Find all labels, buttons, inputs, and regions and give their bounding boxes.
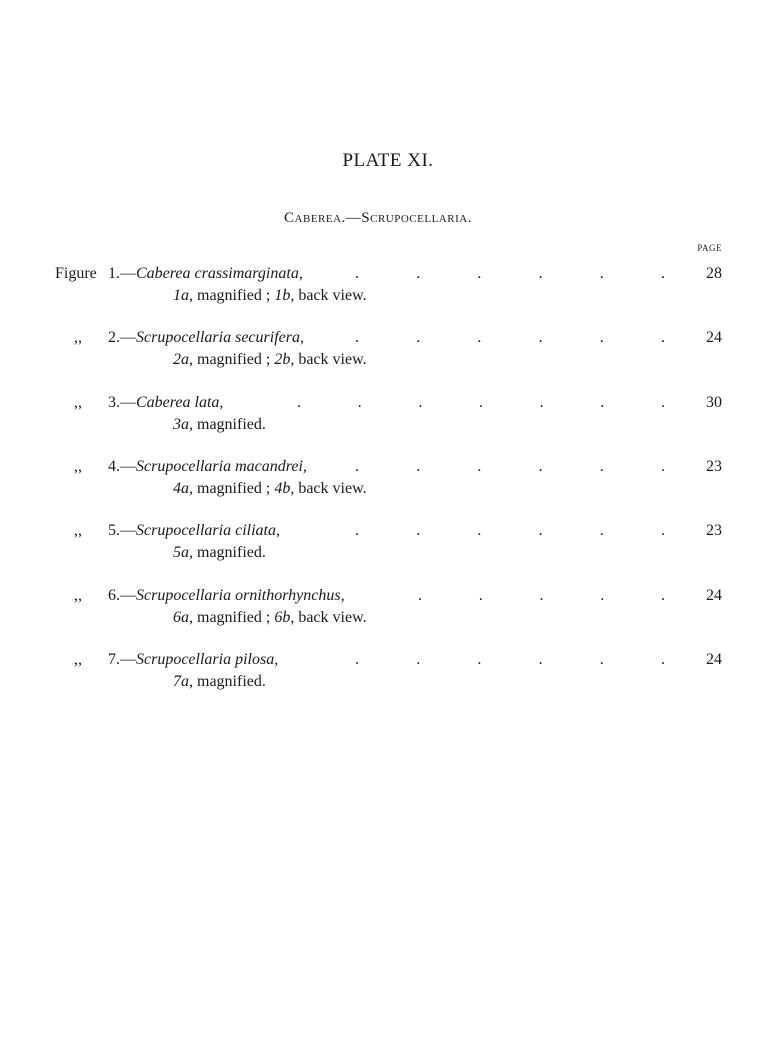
sub-figure-a-text: , magnified ;	[189, 351, 275, 368]
sub-figure-b: 2b	[274, 351, 291, 368]
figure-label	[108, 458, 307, 476]
figure-number: 6.—	[108, 587, 136, 604]
ditto-mark: ,,	[74, 394, 82, 411]
figure-number: 5.—	[108, 522, 136, 539]
figure-subline	[173, 609, 367, 627]
figure-number: 3.—	[108, 394, 136, 411]
leader-dots: . . . . . .	[355, 458, 665, 475]
sub-figure-b: 6b	[274, 609, 291, 626]
sub-figure-b-text: , back view.	[290, 351, 367, 368]
species-name: Scrupocellaria pilosa,	[136, 651, 279, 668]
sub-figure-a: 7a	[173, 673, 189, 690]
species-name: Scrupocellaria ornithorhynchus,	[136, 587, 345, 604]
leader-dots: . . . . .	[418, 587, 665, 604]
figure-number: 1.—	[108, 265, 136, 282]
leader-dots: . . . . . . .	[297, 394, 665, 411]
sub-figure-a-text: , magnified.	[189, 673, 266, 690]
species-name: Caberea lata,	[136, 394, 224, 411]
ditto-mark: ,,	[74, 651, 82, 668]
figure-label	[108, 265, 303, 283]
figure-label	[108, 522, 280, 540]
figure-label	[108, 394, 223, 412]
page-number: 30	[706, 394, 722, 411]
figure-number: 7.—	[108, 651, 136, 668]
sub-figure-a-text: , magnified.	[189, 416, 266, 433]
ditto-mark: ,,	[74, 329, 82, 346]
figure-number: 4.—	[108, 458, 136, 475]
figure-number: 2.—	[108, 329, 136, 346]
sub-figure-a-text: , magnified.	[189, 544, 266, 561]
sub-figure-a: 2a	[173, 351, 189, 368]
sub-figure-b-text: , back view.	[290, 480, 367, 497]
plate-subtitle: Caberea.—Scrupocellaria.	[284, 210, 472, 226]
page-column-header: PAGE	[697, 243, 722, 253]
figure-entry-6	[0, 587, 776, 637]
sub-figure-b-text: , back view.	[290, 287, 367, 304]
sub-figure-a: 3a	[173, 416, 189, 433]
sub-figure-b-text: , back view.	[290, 609, 367, 626]
page-number: 23	[706, 458, 722, 475]
leader-dots: . . . . . .	[355, 265, 665, 282]
sub-figure-a-text: , magnified ;	[189, 480, 275, 497]
plate-title: PLATE XI.	[342, 150, 434, 171]
figure-label	[108, 587, 345, 605]
figure-entry-3	[0, 394, 776, 444]
page-number: 23	[706, 522, 722, 539]
figure-entry-5	[0, 522, 776, 572]
sub-figure-a: 6a	[173, 609, 189, 626]
leader-dots: . . . . . .	[355, 651, 665, 668]
figure-prefix: Figure	[55, 265, 97, 282]
figure-entry-2	[0, 329, 776, 379]
species-name: Caberea crassimarginata,	[136, 265, 303, 282]
species-name: Scrupocellaria securifera,	[136, 329, 304, 346]
species-name: Scrupocellaria ciliata,	[136, 522, 280, 539]
figure-subline	[173, 544, 266, 562]
figure-subline	[173, 351, 367, 369]
figure-subline	[173, 287, 367, 305]
species-name: Scrupocellaria macandrei,	[136, 458, 307, 475]
figure-label	[108, 329, 304, 347]
page-number: 24	[706, 587, 722, 604]
sub-figure-a: 5a	[173, 544, 189, 561]
sub-figure-a-text: , magnified ;	[189, 609, 275, 626]
sub-figure-a-text: , magnified ;	[189, 287, 275, 304]
figure-entry-1	[0, 265, 776, 315]
sub-figure-a: 4a	[173, 480, 189, 497]
sub-figure-b: 4b	[274, 480, 291, 497]
page-number: 28	[706, 265, 722, 282]
figure-subline	[173, 416, 266, 434]
figure-entry-4	[0, 458, 776, 508]
page-number: 24	[706, 651, 722, 668]
leader-dots: . . . . . .	[355, 329, 665, 346]
figure-subline	[173, 673, 266, 691]
sub-figure-a: 1a	[173, 287, 189, 304]
ditto-mark: ,,	[74, 458, 82, 475]
page-number: 24	[706, 329, 722, 346]
ditto-mark: ,,	[74, 587, 82, 604]
sub-figure-b: 1b	[274, 287, 291, 304]
leader-dots: . . . . . .	[355, 522, 665, 539]
ditto-mark: ,,	[74, 522, 82, 539]
figure-entry-7	[0, 651, 776, 701]
figure-subline	[173, 480, 367, 498]
figure-label	[108, 651, 278, 669]
